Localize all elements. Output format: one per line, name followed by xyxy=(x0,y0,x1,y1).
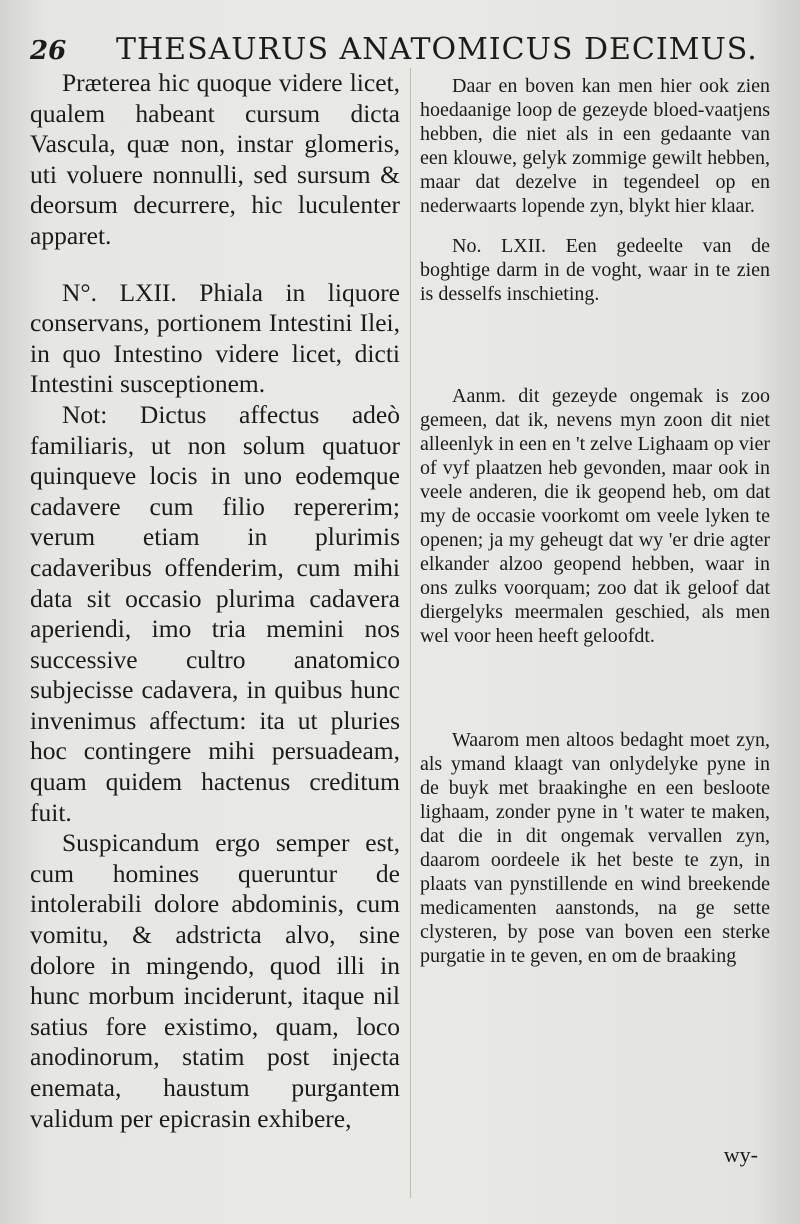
latin-paragraph-4: Suspicandum ergo semper est, cum homines queruntur de intolerabili dolore abdominis, cum vomitu, & adstricta alvo, sine dolore in mingendo, quod illi in hunc morbum inciderunt, itaque nil satius fore existimo, quam, loco anodinorum, statim post injecta enemata, haustum purgantem validum per epicrasin exhibere, xyxy=(30,828,400,1133)
latin-paragraph-2: N°. LXII. Phiala in liquore conservans, portionem Intestini Ilei, in quo Intestino videre licet, dicti Intestini susceptionem. xyxy=(30,277,400,399)
page-number: 26 xyxy=(30,36,67,66)
dutch-paragraph-4: Waarom men altoos bedaght moet zyn, als ymand klaagt van onlydelyke pyne in de buyk met braakinghe en een besloote lighaam, zonder pyne in 't water te maken, dat die in dit ongemak vervallen zyn, daarom oordeele ik het beste te zyn, in plaats van pynstillende en wind breekende medicamenten aanstonds, na ge sette clysteren, by pose van boven een sterke purgatie in te geven, en om de braaking xyxy=(420,729,770,967)
column-divider xyxy=(410,68,411,1198)
page-header xyxy=(30,30,770,70)
dutch-paragraph-3: Aanm. dit gezeyde ongemak is zoo gemeen, dat ik, nevens myn zoon dit niet alleenlyk in een en 't zelve Lighaam op vier of vyf plaatzen heb gevonden, maar ook in veele anderen, die ik geopend heb, om dat my de occasie voorkomt om veele lyken te openen; ja my geheugt dat wy 'er drie agter elkander alzoo geopend hebben, waar in ons zulks voorquam; zoo dat ik geloof dat diergelyks meermalen geschied, als men wel voor heen heeft geloofdt. xyxy=(420,385,770,647)
dutch-paragraph-2: No. LXII. Een gedeelte van de boghtige darm in de voght, waar in te zien is desselfs inschieting. xyxy=(420,235,770,305)
running-title: THESAURUS ANATOMICUS DECIMUS. xyxy=(116,32,758,67)
latin-paragraph-1: Præterea hic quoque videre licet, qualem habeant cursum dicta Vascula, quæ non, instar glomeris, uti voluere nonnulli, sed sursum & deorsum decurrere, hic luculenter apparet. xyxy=(30,68,400,250)
dutch-column xyxy=(420,74,770,968)
dutch-paragraph-1: Daar en boven kan men hier ook zien hoedaanige loop de gezeyde bloed-vaatjens hebben, die niet als in een gedaante van een klouwe, gelyk zommige gewilt hebben, maar dat dezelve in tegendeel op en nederwaarts lopende zyn, blykt hier klaar. xyxy=(420,75,770,217)
catchword: wy- xyxy=(723,1142,758,1167)
latin-column xyxy=(30,68,400,1134)
latin-paragraph-3: Not: Dictus affectus adeò familiaris, ut non solum quatuor quinqueve locis in uno eodemque cadavere cum filio repererim; verum etiam in plurimis cadaveribus offenderim, cum mihi data sit occasio plurima cadavera aperiendi, imo tria memini nos successive cultro anatomico subjecisse cadavera, in quibus hunc invenimus affectum: ita ut pluries hoc contingere mihi persuadeam, quam quidem hactenus creditum fuit. xyxy=(30,399,400,827)
